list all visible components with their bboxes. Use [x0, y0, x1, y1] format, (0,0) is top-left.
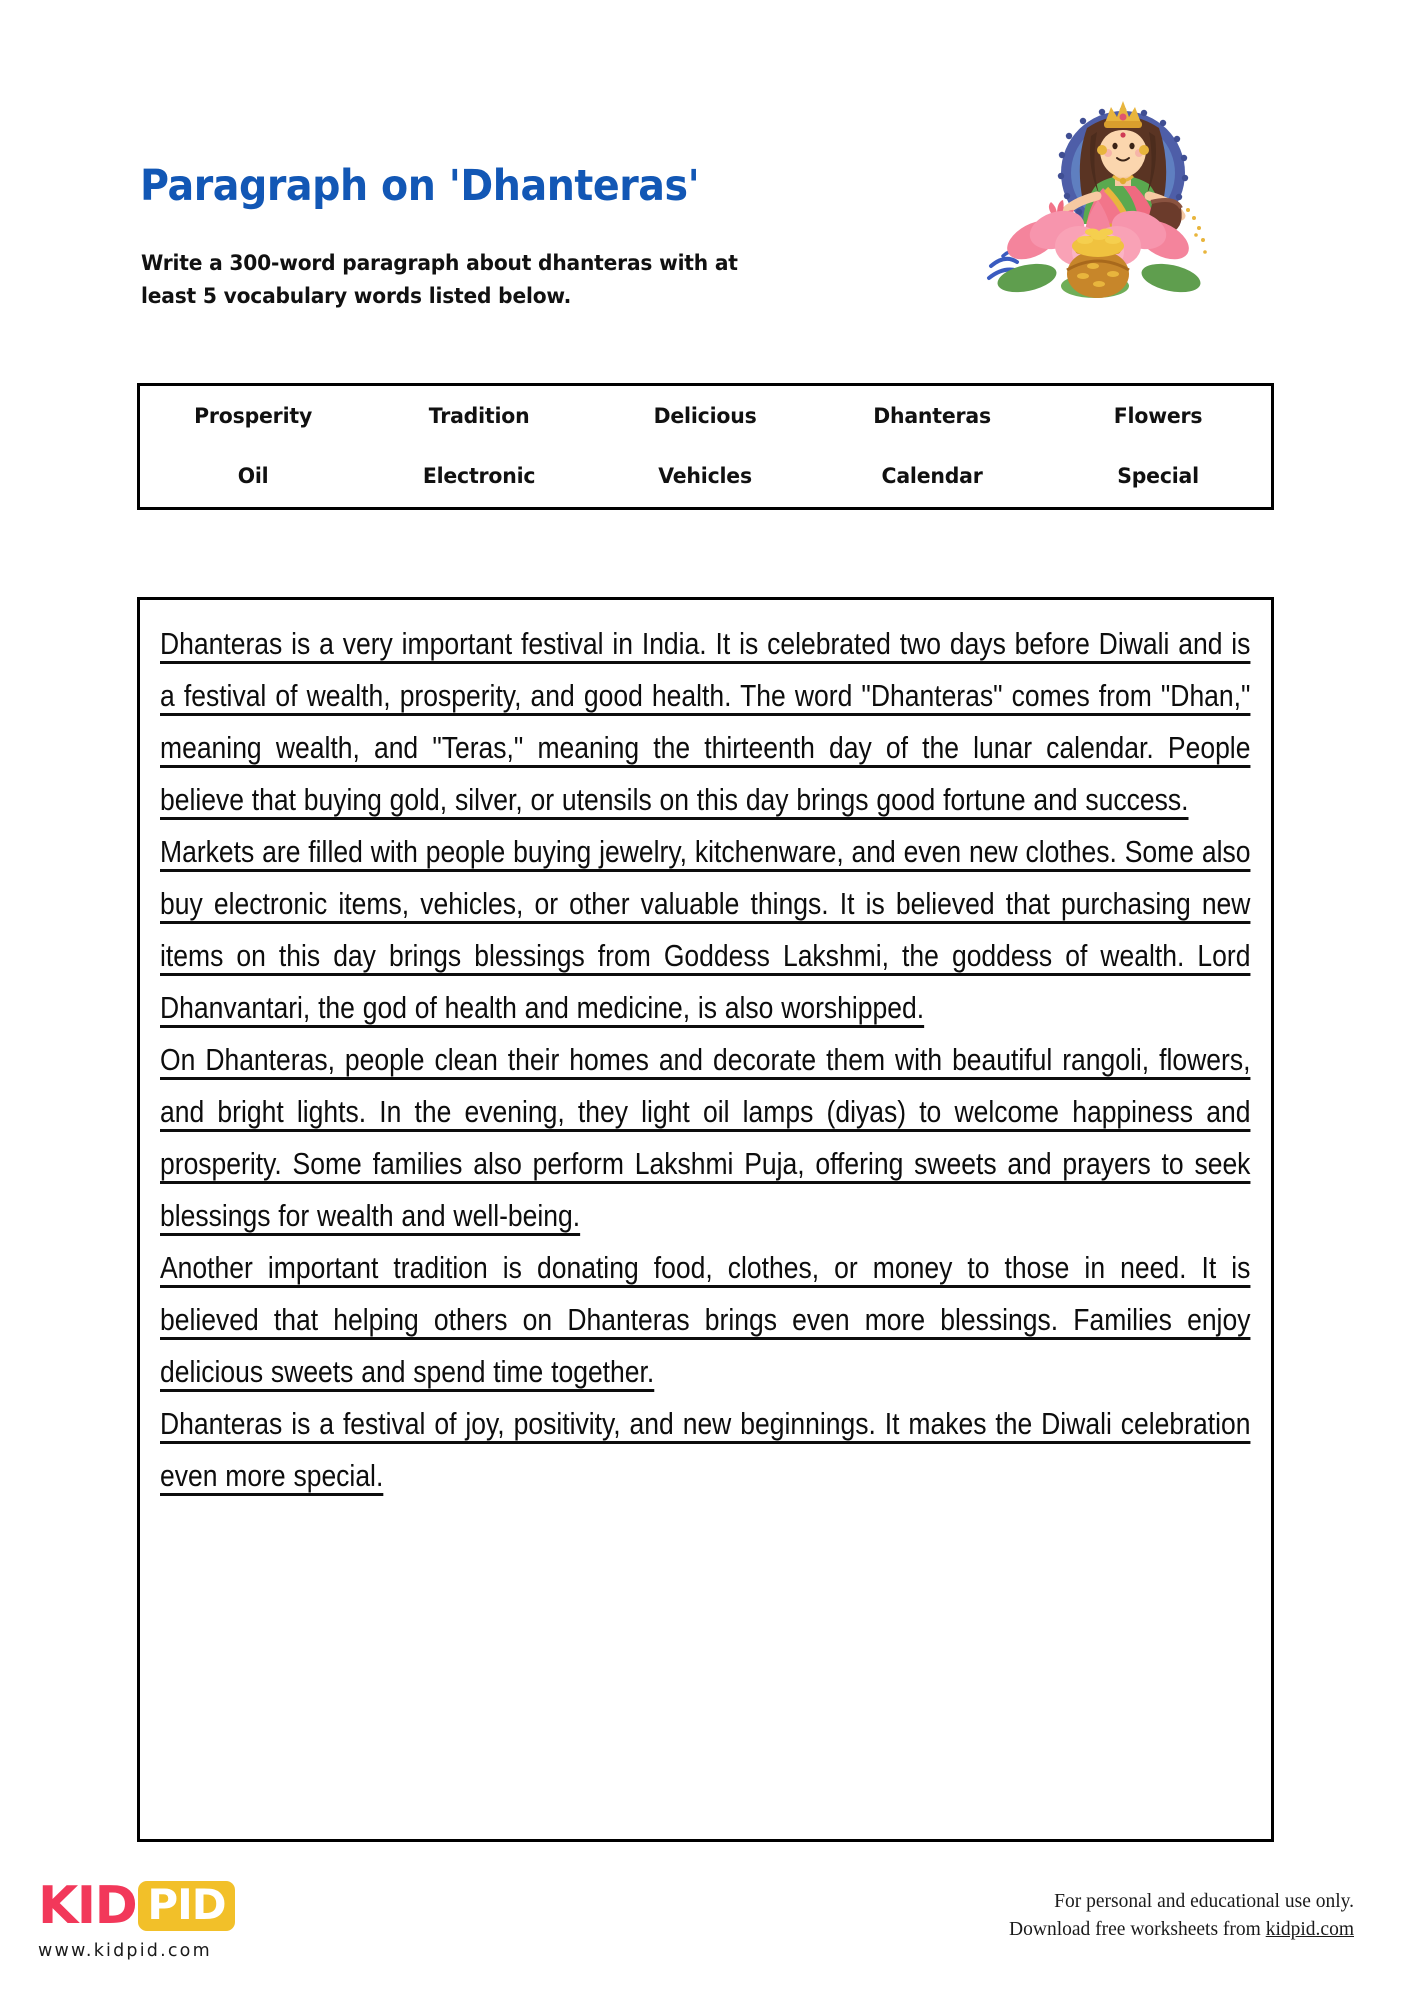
- kidpid-logo[interactable]: [38, 1878, 235, 1961]
- logo-kid-text: KID: [38, 1876, 137, 1936]
- answer-writing-area[interactable]: [137, 597, 1274, 1842]
- logo-wordmark: [38, 1878, 235, 1934]
- answer-paragraph: [160, 826, 1250, 1034]
- answer-paragraph: [160, 1398, 1250, 1502]
- vocabulary-row-1: [140, 386, 1271, 447]
- vocabulary-word-bank: [137, 383, 1274, 510]
- page-title: Paragraph on 'Dhanteras': [140, 161, 700, 211]
- vocabulary-word: Dhanteras: [872, 403, 991, 429]
- answer-paragraph: [160, 1034, 1250, 1242]
- footer-usage-note: [1009, 1888, 1354, 1945]
- answer-paragraph-text: Dhanteras is a festival of joy, positivity, and new beginnings. It makes the Diwali celebration even more special.: [160, 1406, 1251, 1493]
- vocabulary-word: Prosperity: [194, 403, 313, 429]
- goddess-lakshmi-illustration: [975, 88, 1210, 298]
- logo-pid-text: PID: [147, 1880, 226, 1929]
- worksheet-footer: [0, 1870, 1414, 2000]
- answer-paragraph-text: On Dhanteras, people clean their homes and decorate them with beautiful rangoli, flowers, and bright lights. In the evening, they light oil lamps (diyas) to welcome happiness and prosperity. Some families also perform Lakshmi Puja, offering sweets and prayers to seek blessings for wealth and well-being.: [160, 1042, 1251, 1233]
- answer-paragraph-text: Markets are filled with people buying jewelry, kitchenware, and even new clothes. Some also buy electronic items, vehicles, or other valuable things. It is believed that purchasing new items on this day brings blessings from Goddess Lakshmi, the goddess of wealth. Lord Dhanvantari, the god of health and medicine, is also worshipped.: [160, 834, 1251, 1025]
- footer-note-line-1: For personal and educational use only.: [1054, 1891, 1354, 1912]
- footer-note-line-2: [1009, 1916, 1354, 1944]
- vocabulary-word: Special: [1117, 464, 1199, 490]
- answer-paragraph-text: Dhanteras is a very important festival in India. It is celebrated two days before Diwali and is a festival of wealth, prosperity, and good health. The word "Dhanteras" comes from "Dhan," meaning wealth, and "Teras," meaning the thirteenth day of the lunar calendar. People believe that buying gold, silver, or utensils on this day brings good fortune and success.: [160, 626, 1251, 817]
- worksheet-header: [0, 0, 1414, 330]
- kidpid-website-link[interactable]: kidpid.com: [1265, 1919, 1354, 1941]
- footer-note-prefix: Download free worksheets from: [1009, 1919, 1266, 1941]
- vocabulary-word: Calendar: [881, 464, 983, 490]
- vocabulary-word: Tradition: [428, 403, 530, 429]
- vocabulary-word: Flowers: [1113, 403, 1203, 429]
- answer-paragraph: [160, 1242, 1250, 1398]
- vocabulary-word: Electronic: [423, 464, 536, 490]
- logo-pid-badge: [138, 1881, 234, 1931]
- answer-paragraph-text: Another important tradition is donating food, clothes, or money to those in need. It is believed that helping others on Dhanteras brings even more blessings. Families enjoy delicious sweets and spend time together.: [160, 1250, 1251, 1389]
- vocabulary-word: Oil: [237, 464, 269, 490]
- vocabulary-word: Vehicles: [658, 464, 753, 490]
- answer-paragraph: [160, 618, 1250, 826]
- logo-website-url: www.kidpid.com: [38, 1941, 212, 1961]
- vocabulary-row-2: [140, 447, 1271, 508]
- instructions-text: Write a 300-word paragraph about dhanteras with at least 5 vocabulary words listed below.: [141, 251, 738, 309]
- vocabulary-word: Delicious: [654, 403, 757, 429]
